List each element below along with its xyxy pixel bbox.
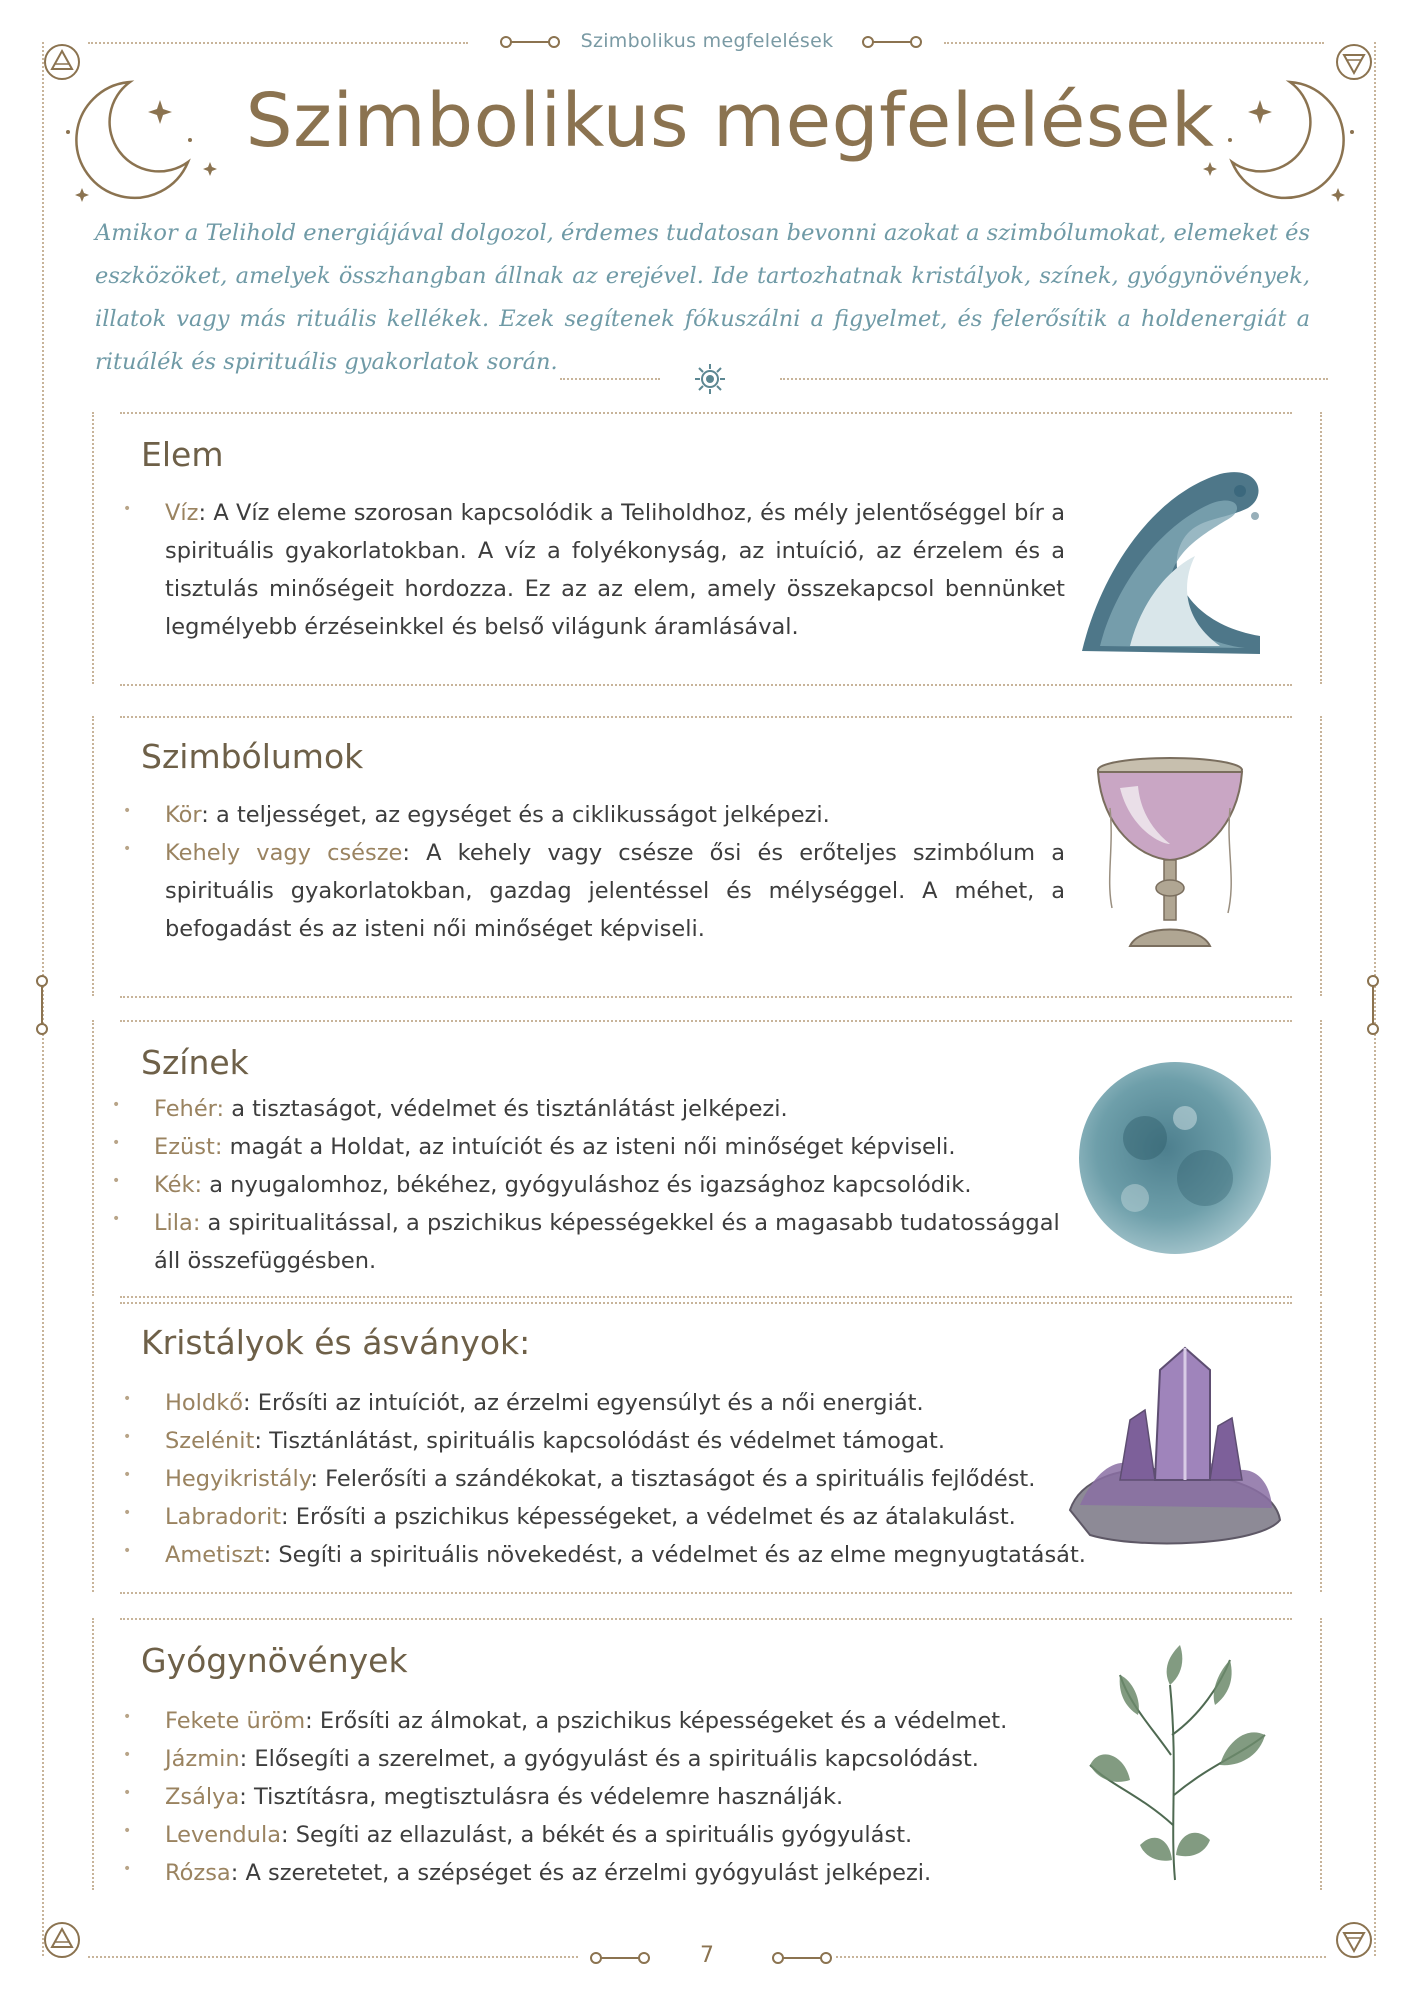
section-bottom-rule: [120, 1296, 1292, 1298]
list-item: • Kör: a teljességet, az egységet és a ciklikusságot jelképezi.: [165, 796, 1065, 834]
item-list: [165, 494, 1065, 646]
connector-ornament-icon: [32, 975, 52, 1035]
list-item: • Ametiszt: Segíti a spirituális növekedést, a védelmet és az elme megnyugtatását.: [165, 1536, 1105, 1574]
moon-illustration: [1075, 1058, 1275, 1258]
list-item: • Fekete üröm: Erősíti az álmokat, a pszichikus képességeket és a védelmet.: [165, 1702, 1065, 1740]
list-item: • Jázmin: Elősegíti a szerelmet, a gyógyulást és a spirituális kapcsolódást.: [165, 1740, 1065, 1778]
wave-illustration: [1070, 456, 1270, 666]
section-title: Szimbólumok: [141, 737, 364, 776]
list-item: • Labradorit: Erősíti a pszichikus képességeket, a védelmet és az átalakulást.: [165, 1498, 1105, 1536]
list-item: • Rózsa: A szeretetet, a szépséget és az érzelmi gyógyulást jelképezi.: [165, 1854, 1065, 1892]
page-title: Szimbolikus megfelelések: [245, 78, 1215, 164]
list-item: • Hegyikristály: Felerősíti a szándékokat, a tisztaságot és a spirituális fejlődést.: [165, 1460, 1105, 1498]
list-item: • Szelénit: Tisztánlátást, spirituális kapcsolódást és védelmet támogat.: [165, 1422, 1105, 1460]
section-title: Elem: [141, 435, 224, 474]
section-title: Színek: [141, 1043, 249, 1082]
item-list: [154, 1090, 1074, 1280]
moon-sun-moon-icon: [660, 362, 760, 396]
section-bottom-rule: [120, 1592, 1292, 1594]
item-list: [165, 796, 1065, 948]
section-bottom-rule: [120, 996, 1292, 998]
connector-ornament-icon: [590, 1948, 650, 1968]
list-item: • Kehely vagy csésze: A kehely vagy csésze ősi és erőteljes szimbólum a spirituális gyakorlatokban, gazdag jelentéssel és mélységgel. A méhet, a befogadást és az isteni női minőséget képviseli.: [165, 834, 1065, 948]
triangle-up-icon: [42, 1920, 82, 1960]
list-item: • Víz: A Víz eleme szorosan kapcsolódik a Teliholdhoz, és mély jelentőséggel bír a spirituális gyakorlatokban. A víz a folyékonyság, az intuíció, az érzelem és a tisztulás minőségeit hordozza. Ez az az elem, amely összekapcsol bennünket legmélyebb érzéseinkkel és belső világunk áramlásával.: [165, 494, 1065, 646]
divider-rule: [780, 378, 1328, 380]
list-item: • Levendula: Segíti az ellazulást, a békét és a spirituális gyógyulást.: [165, 1816, 1065, 1854]
connector-ornament-icon: [772, 1948, 832, 1968]
intro-paragraph: Amikor a Telihold energiájával dolgozol, érdemes tudatosan bevonni azokat a szimbólumokat, elemeket és eszközöket, amelyek összhangban állnak az erejével. Ide tartozhatnak kristályok, színek, gyógynövények, illatok vagy más rituális kellékek. Ezek segítenek fókuszálni a figyelmet, és felerősítik a holdenergiát a rituálék és spirituális gyakorlatok során.: [95, 220, 1310, 375]
frame-bottom-left: [88, 1956, 578, 1958]
item-list: [165, 1702, 1065, 1892]
triangle-down-icon: [1334, 1920, 1374, 1960]
page-number: 7: [700, 1943, 714, 1968]
item-list: [165, 1384, 1105, 1574]
list-item: • Ezüst: magát a Holdat, az intuíciót és az isteni női minőséget képviseli.: [154, 1128, 1074, 1166]
section-title: Gyógynövények: [141, 1641, 408, 1680]
frame-bottom-right: [836, 1956, 1326, 1958]
section-bottom-rule: [120, 684, 1292, 686]
section-title: Kristályok és ásványok:: [141, 1323, 531, 1362]
amethyst-illustration: [1060, 1330, 1290, 1560]
running-header: Szimbolikus megfelelések: [580, 30, 834, 52]
connector-ornament-icon: [1363, 975, 1383, 1035]
herb-illustration: [1070, 1645, 1280, 1885]
divider-rule: [560, 378, 660, 380]
crescent-moon-icon: [60, 70, 220, 210]
list-item: • Fehér: a tisztaságot, védelmet és tisztánlátást jelképezi.: [154, 1090, 1074, 1128]
list-item: • Kék: a nyugalomhoz, békéhez, gyógyuláshoz és igazsághoz kapcsolódik.: [154, 1166, 1074, 1204]
list-item: • Zsálya: Tisztításra, megtisztulásra és védelemre használják.: [165, 1778, 1065, 1816]
chalice-illustration: [1070, 748, 1270, 968]
list-item: • Lila: a spiritualitással, a pszichikus képességekkel és a magasabb tudatossággal áll összefüggésben.: [154, 1204, 1074, 1280]
list-item: • Holdkő: Erősíti az intuíciót, az érzelmi egyensúlyt és a női energiát.: [165, 1384, 1105, 1422]
